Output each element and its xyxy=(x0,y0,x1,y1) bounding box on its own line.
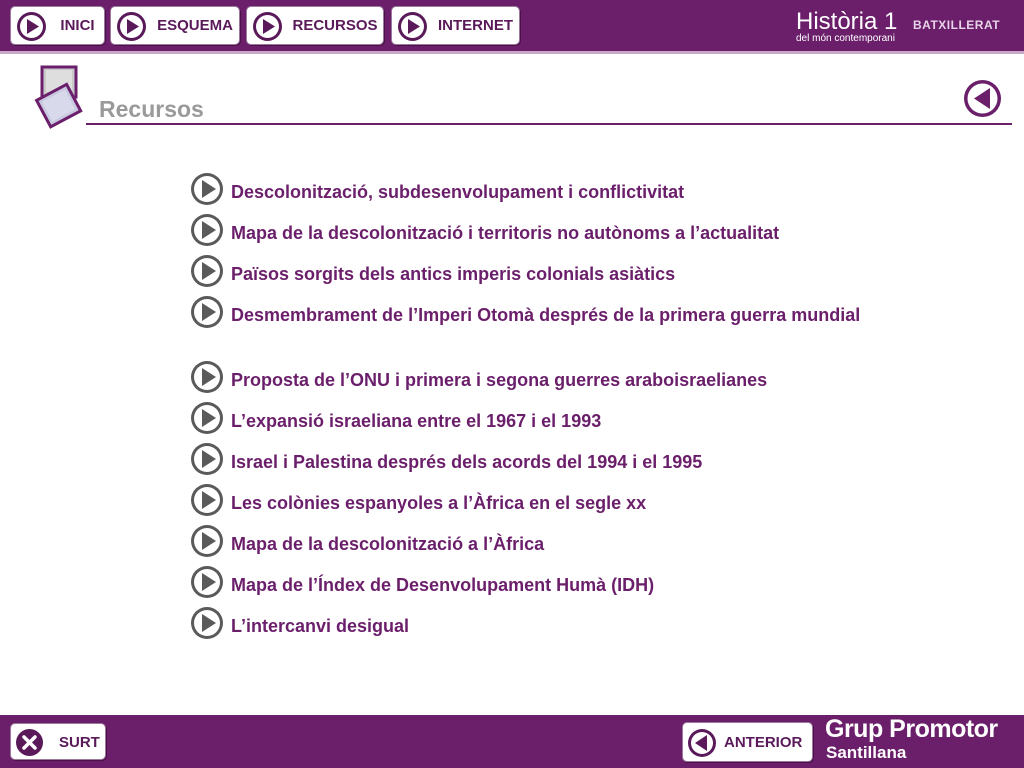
play-icon xyxy=(190,565,224,599)
resource-label: Proposta de l’ONU i primera i segona guerres araboisraelianes xyxy=(231,370,768,390)
nav-button-internet[interactable] xyxy=(391,6,520,45)
title-divider xyxy=(86,123,1012,125)
play-icon xyxy=(190,295,224,329)
brand-name: Grup Promotor xyxy=(825,715,998,743)
previous-button[interactable] xyxy=(682,722,813,762)
resource-label: Les colònies espanyoles a l’Àfrica en el segle xx xyxy=(231,493,647,513)
resource-label: L’expansió israeliana entre el 1967 i el 1993 xyxy=(231,411,602,431)
nav-button-recursos[interactable] xyxy=(246,6,384,45)
page-title: Recursos xyxy=(99,96,204,122)
product-subtitle: del món contemporani xyxy=(796,33,895,44)
play-icon xyxy=(190,401,224,435)
nav-button-label: INICI xyxy=(60,17,95,34)
play-icon xyxy=(190,360,224,394)
stacked-squares-logo xyxy=(32,64,92,130)
exit-button[interactable] xyxy=(10,723,106,760)
resource-label: Mapa de la descolonització a l’Àfrica xyxy=(231,534,545,554)
resource-label: Israel i Palestina després dels acords del 1994 i el 1995 xyxy=(231,452,703,472)
play-icon xyxy=(16,11,47,42)
product-level: BATXILLERAT xyxy=(913,18,1001,32)
resource-label: Mapa de la descolonització i territoris no autònoms a l’actualitat xyxy=(231,223,780,243)
nav-button-label: INTERNET xyxy=(438,17,513,34)
previous-button-label: ANTERIOR xyxy=(724,734,803,751)
back-arrow-icon[interactable] xyxy=(963,79,1002,118)
play-icon xyxy=(190,483,224,517)
top-bar xyxy=(0,0,1024,54)
resource-label: Països sorgits dels antics imperis colonials asiàtics xyxy=(231,264,676,284)
resource-label: Desmembrament de l’Imperi Otomà després de la primera guerra mundial xyxy=(231,305,861,325)
play-icon xyxy=(190,606,224,640)
nav-button-inici[interactable] xyxy=(10,6,105,45)
product-title: Història 1 xyxy=(796,8,898,35)
back-arrow-icon xyxy=(687,728,717,758)
play-icon xyxy=(190,254,224,288)
play-icon xyxy=(190,172,224,206)
close-icon xyxy=(15,728,44,757)
nav-button-esquema[interactable] xyxy=(110,6,240,45)
resource-label: Mapa de l’Índex de Desenvolupament Humà (IDH) xyxy=(231,575,655,595)
brand-subname: Santillana xyxy=(826,743,907,762)
resource-label: Descolonització, subdesenvolupament i conflictivitat xyxy=(231,182,685,202)
play-icon xyxy=(190,213,224,247)
play-icon xyxy=(190,524,224,558)
play-icon xyxy=(397,11,428,42)
play-icon xyxy=(252,11,283,42)
nav-button-label: ESQUEMA xyxy=(157,17,233,34)
resource-label: L’intercanvi desigual xyxy=(231,616,410,636)
exit-button-label: SURT xyxy=(59,734,100,751)
play-icon xyxy=(190,442,224,476)
nav-button-label: RECURSOS xyxy=(292,17,378,34)
play-icon xyxy=(116,11,147,42)
footer-bar xyxy=(0,715,1024,768)
